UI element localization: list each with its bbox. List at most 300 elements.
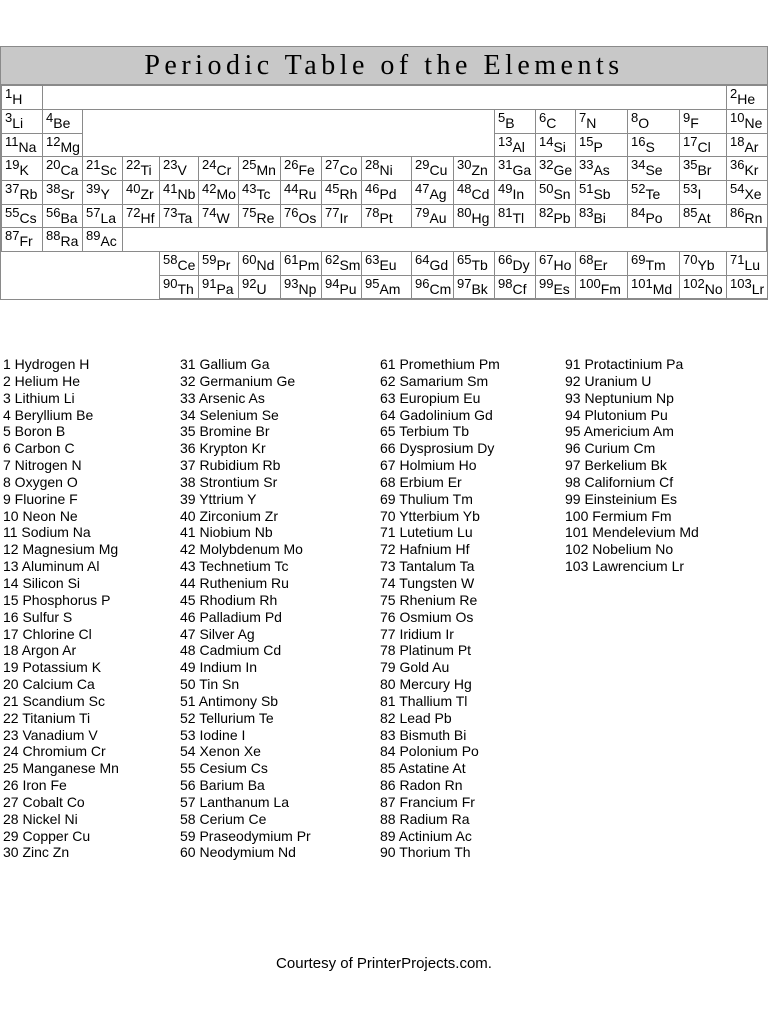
atomic-number: 78 <box>365 205 380 220</box>
list-item: 32 Germanium Ge <box>180 372 296 389</box>
atomic-number: 62 <box>325 252 340 267</box>
element-cell-v <box>159 156 199 181</box>
element-symbol: Bi <box>593 210 606 226</box>
atomic-number: 93 <box>284 276 299 291</box>
atomic-number: 72 <box>126 205 141 220</box>
list-item: 92 Uranium U <box>565 372 652 389</box>
element-symbol: Mn <box>256 162 276 178</box>
element-symbol: Er <box>593 257 608 273</box>
list-item: 54 Xenon Xe <box>180 743 261 760</box>
list-item: 17 Chlorine Cl <box>3 625 92 642</box>
atomic-number: 85 <box>683 205 698 220</box>
element-cell-pu <box>321 275 362 299</box>
atomic-number: 14 <box>539 134 554 149</box>
element-symbol: Am <box>379 281 401 297</box>
element-cell-hg <box>453 204 495 228</box>
list-item: 46 Palladium Pd <box>180 608 282 625</box>
element-symbol: Ti <box>140 162 152 178</box>
list-item: 36 Krypton Kr <box>180 440 266 457</box>
element-symbol: Th <box>177 281 194 297</box>
atomic-number: 76 <box>284 205 299 220</box>
element-cell-be <box>42 109 83 134</box>
element-symbol: Gd <box>429 257 449 273</box>
list-item: 6 Carbon C <box>3 440 75 457</box>
element-cell-mg <box>42 133 83 157</box>
element-symbol: Te <box>645 186 661 202</box>
list-item: 93 Neptunium Np <box>565 389 674 406</box>
element-cell-pt <box>361 204 412 228</box>
list-item: 34 Selenium Se <box>180 406 279 423</box>
element-cell-n <box>575 109 628 134</box>
element-symbol: Cm <box>429 281 452 297</box>
element-cell-ba <box>42 204 83 228</box>
atomic-number: 97 <box>457 276 472 291</box>
atomic-number: 48 <box>457 181 472 196</box>
list-item: 30 Zinc Zn <box>3 844 70 861</box>
list-item: 18 Argon Ar <box>3 642 77 659</box>
list-item: 64 Gadolinium Gd <box>380 406 493 423</box>
element-cell-os <box>280 204 322 228</box>
list-item: 37 Rubidium Rb <box>180 457 281 474</box>
atomic-number: 74 <box>202 205 217 220</box>
element-symbol: Es <box>553 281 570 297</box>
element-cell-ar <box>726 133 768 157</box>
element-symbol: Mo <box>216 186 236 202</box>
list-item: 82 Lead Pb <box>380 709 452 726</box>
list-item: 52 Tellurium Te <box>180 709 274 726</box>
element-cell-pr <box>198 251 239 276</box>
list-item: 77 Iridium Ir <box>380 625 454 642</box>
element-cell-re <box>238 204 281 228</box>
element-symbol: Hf <box>140 210 155 226</box>
list-item: 67 Holmium Ho <box>380 457 477 474</box>
element-symbol: Sm <box>339 257 361 273</box>
list-item: 103 Lawrencium Lr <box>565 558 685 575</box>
element-cell-ca <box>42 156 83 181</box>
atomic-number: 84 <box>631 205 646 220</box>
list-item: 41 Niobium Nb <box>180 524 273 541</box>
list-item: 57 Lanthanum La <box>180 793 289 810</box>
element-cell-fe <box>280 156 322 181</box>
atomic-number: 89 <box>86 228 101 243</box>
list-item: 38 Strontium Sr <box>180 473 278 490</box>
atomic-number: 66 <box>498 252 513 267</box>
element-symbol: Mg <box>60 139 80 155</box>
atomic-number: 99 <box>539 276 554 291</box>
atomic-number: 47 <box>415 181 430 196</box>
element-symbol: Ar <box>744 139 759 155</box>
atomic-number: 82 <box>539 205 554 220</box>
list-item: 15 Phosphorus P <box>3 591 111 608</box>
atomic-number: 83 <box>579 205 594 220</box>
element-symbol: O <box>638 115 650 131</box>
element-cell-cm <box>411 275 454 299</box>
element-cell-li <box>1 109 43 134</box>
element-cell-bk <box>453 275 495 299</box>
atomic-number: 54 <box>730 181 745 196</box>
atomic-number: 45 <box>325 181 340 196</box>
page-title: Periodic Table of the Elements <box>1 47 767 85</box>
element-cell-ag <box>411 180 454 205</box>
element-list <box>0 356 768 866</box>
element-cell-sc <box>82 156 123 181</box>
element-cell-rh <box>321 180 362 205</box>
atomic-number: 4 <box>46 110 54 125</box>
element-cell-bi <box>575 204 628 228</box>
atomic-number: 34 <box>631 157 646 172</box>
element-symbol: La <box>100 210 117 226</box>
element-symbol: Si <box>553 139 566 155</box>
list-item: 7 Nitrogen N <box>3 457 82 474</box>
element-symbol: Rb <box>19 186 38 202</box>
element-cell-se <box>627 156 680 181</box>
list-item: 74 Tungsten W <box>380 574 475 591</box>
element-symbol: Pm <box>298 257 320 273</box>
element-symbol: Lu <box>744 257 761 273</box>
element-symbol: Rh <box>339 186 358 202</box>
element-cell-gd <box>411 251 454 276</box>
element-cell-pa <box>198 275 239 299</box>
atomic-number: 25 <box>242 157 257 172</box>
list-item: 14 Silicon Si <box>3 574 81 591</box>
atomic-number: 29 <box>415 157 430 172</box>
element-cell-po <box>627 204 680 228</box>
element-cell-hf <box>122 204 160 228</box>
element-cell-h <box>1 85 43 110</box>
element-cell-na <box>1 133 43 157</box>
list-item: 62 Samarium Sm <box>380 372 489 389</box>
element-symbol: Tc <box>256 186 271 202</box>
element-list-column <box>380 356 500 861</box>
list-item: 78 Platinum Pt <box>380 642 472 659</box>
element-symbol: Ac <box>100 233 117 249</box>
list-item: 66 Dysprosium Dy <box>380 440 495 457</box>
element-symbol: Ni <box>379 162 393 178</box>
element-symbol: Br <box>697 162 712 178</box>
list-item: 97 Berkelium Bk <box>565 457 667 474</box>
element-cell-th <box>159 275 199 299</box>
atomic-number: 28 <box>365 157 380 172</box>
atomic-number: 27 <box>325 157 340 172</box>
list-item: 89 Actinium Ac <box>380 827 472 844</box>
list-item: 39 Yttrium Y <box>180 490 257 507</box>
element-cell-zr <box>122 180 160 205</box>
element-symbol: Yb <box>697 257 715 273</box>
element-symbol: Re <box>256 210 275 226</box>
list-item: 71 Lutetium Lu <box>380 524 473 541</box>
element-cell-cl <box>679 133 727 157</box>
list-item: 69 Thulium Tm <box>380 490 473 507</box>
element-cell-cf <box>494 275 536 299</box>
element-symbol: P <box>593 139 603 155</box>
element-cell-la <box>82 204 123 228</box>
atomic-number: 52 <box>631 181 646 196</box>
atomic-number: 57 <box>86 205 101 220</box>
element-cell-sn <box>535 180 576 205</box>
element-symbol: Be <box>53 115 71 131</box>
atomic-number: 63 <box>365 252 380 267</box>
element-symbol: F <box>690 115 699 131</box>
atomic-number: 86 <box>730 205 745 220</box>
atomic-number: 22 <box>126 157 141 172</box>
atomic-number: 3 <box>5 110 13 125</box>
atomic-number: 49 <box>498 181 513 196</box>
element-symbol: Ge <box>553 162 573 178</box>
list-item: 68 Erbium Er <box>380 473 462 490</box>
atomic-number: 13 <box>498 134 513 149</box>
atomic-number: 39 <box>86 181 101 196</box>
list-item: 47 Silver Ag <box>180 625 255 642</box>
atomic-number: 42 <box>202 181 217 196</box>
element-cell-eu <box>361 251 412 276</box>
element-cell-ge <box>535 156 576 181</box>
atomic-number: 98 <box>498 276 513 291</box>
element-cell-sr <box>42 180 83 205</box>
element-cell-al <box>494 133 536 157</box>
atomic-number: 32 <box>539 157 554 172</box>
element-cell-i <box>679 180 727 205</box>
element-cell-k <box>1 156 43 181</box>
list-item: 9 Fluorine F <box>3 490 78 507</box>
atomic-number: 64 <box>415 252 430 267</box>
element-symbol: Tm <box>645 257 666 273</box>
element-symbol: Ca <box>60 162 79 178</box>
atomic-number: 103 <box>730 276 752 291</box>
element-symbol: Ga <box>512 162 532 178</box>
atomic-number: 23 <box>163 157 178 172</box>
list-item: 11 Sodium Na <box>3 524 91 541</box>
element-cell-md <box>627 275 680 299</box>
atomic-number: 81 <box>498 205 513 220</box>
list-item: 87 Francium Fr <box>380 793 475 810</box>
atomic-number: 95 <box>365 276 380 291</box>
atomic-number: 21 <box>86 157 101 172</box>
list-item: 75 Rhenium Re <box>380 591 478 608</box>
periodic-table <box>0 46 768 300</box>
atomic-number: 37 <box>5 181 20 196</box>
element-cell-ho <box>535 251 576 276</box>
list-item: 72 Hafnium Hf <box>380 541 470 558</box>
list-item: 96 Curium Cm <box>565 440 656 457</box>
element-symbol: H <box>12 91 23 107</box>
list-item: 70 Ytterbium Yb <box>380 507 480 524</box>
atomic-number: 9 <box>683 110 691 125</box>
element-symbol: Sc <box>100 162 117 178</box>
atomic-number: 65 <box>457 252 472 267</box>
atomic-number: 60 <box>242 252 257 267</box>
element-list-column <box>3 356 119 861</box>
element-cell-p <box>575 133 628 157</box>
list-item: 19 Potassium K <box>3 659 102 676</box>
element-cell-ni <box>361 156 412 181</box>
list-item: 24 Chromium Cr <box>3 743 106 760</box>
atomic-number: 79 <box>415 205 430 220</box>
element-symbol: Ta <box>177 210 193 226</box>
list-item: 4 Beryllium Be <box>3 406 94 423</box>
atomic-number: 20 <box>46 157 61 172</box>
list-item: 101 Mendelevium Md <box>565 524 699 541</box>
element-cell-tc <box>238 180 281 205</box>
list-item: 55 Cesium Cs <box>180 760 268 777</box>
element-symbol: Li <box>12 115 24 131</box>
element-cell-nd <box>238 251 281 276</box>
list-item: 13 Aluminum Al <box>3 558 100 575</box>
atomic-number: 56 <box>46 205 61 220</box>
atomic-number: 16 <box>631 134 646 149</box>
atomic-number: 50 <box>539 181 554 196</box>
element-cell-f <box>679 109 727 134</box>
list-item: 80 Mercury Hg <box>380 676 472 693</box>
element-cell-es <box>535 275 576 299</box>
element-cell-np <box>280 275 322 299</box>
list-item: 35 Bromine Br <box>180 423 270 440</box>
element-cell-ir <box>321 204 362 228</box>
atomic-number: 51 <box>579 181 594 196</box>
element-symbol: Zr <box>140 186 154 202</box>
element-symbol: Ir <box>339 210 349 226</box>
element-cell-au <box>411 204 454 228</box>
list-item: 51 Antimony Sb <box>180 692 279 709</box>
element-cell-ti <box>122 156 160 181</box>
element-cell-ta <box>159 204 199 228</box>
element-cell-er <box>575 251 628 276</box>
element-cell-tb <box>453 251 495 276</box>
element-symbol: Ne <box>744 115 763 131</box>
element-cell-cu <box>411 156 454 181</box>
element-symbol: Fr <box>19 233 33 249</box>
list-item: 91 Protactinium Pa <box>565 356 684 372</box>
atomic-number: 69 <box>631 252 646 267</box>
element-cell-xe <box>726 180 768 205</box>
atomic-number: 18 <box>730 134 745 149</box>
atomic-number: 80 <box>457 205 472 220</box>
atomic-number: 7 <box>579 110 587 125</box>
element-cell-kr <box>726 156 768 181</box>
atomic-number: 92 <box>242 276 257 291</box>
atomic-number: 6 <box>539 110 547 125</box>
list-item: 43 Technetium Tc <box>180 558 289 575</box>
list-item: 59 Praseodymium Pr <box>180 827 311 844</box>
list-item: 42 Molybdenum Mo <box>180 541 303 558</box>
element-cell-lu <box>726 251 768 276</box>
element-symbol: Co <box>339 162 358 178</box>
atomic-number: 102 <box>683 276 705 291</box>
element-cell-nb <box>159 180 199 205</box>
element-cell-tm <box>627 251 680 276</box>
list-item: 31 Gallium Ga <box>180 356 270 372</box>
atomic-number: 36 <box>730 157 745 172</box>
atomic-number: 94 <box>325 276 340 291</box>
element-cell-sm <box>321 251 362 276</box>
list-item: 40 Zirconium Zr <box>180 507 279 524</box>
atomic-number: 41 <box>163 181 178 196</box>
element-symbol: Sr <box>60 186 75 202</box>
element-symbol: Ce <box>177 257 196 273</box>
element-cell-pb <box>535 204 576 228</box>
element-symbol: Pt <box>379 210 393 226</box>
element-symbol: Rn <box>744 210 763 226</box>
list-item: 12 Magnesium Mg <box>3 541 119 558</box>
atomic-number: 71 <box>730 252 745 267</box>
list-item: 83 Bismuth Bi <box>380 726 467 743</box>
element-symbol: Md <box>652 281 673 297</box>
atomic-number: 75 <box>242 205 257 220</box>
element-symbol: Np <box>298 281 317 297</box>
atomic-number: 44 <box>284 181 299 196</box>
atomic-number: 96 <box>415 276 430 291</box>
element-symbol: K <box>19 162 29 178</box>
list-item: 1 Hydrogen H <box>3 356 90 372</box>
element-symbol: No <box>704 281 723 297</box>
atomic-number: 43 <box>242 181 257 196</box>
atomic-number: 67 <box>539 252 554 267</box>
atomic-number: 59 <box>202 252 217 267</box>
element-cell-o <box>627 109 680 134</box>
element-symbol: Pd <box>379 186 397 202</box>
element-cell-fr <box>1 227 43 252</box>
atomic-number: 1 <box>5 86 13 101</box>
list-item: 94 Plutonium Pu <box>565 406 668 423</box>
list-item: 90 Thorium Th <box>380 844 471 861</box>
list-item: 84 Polonium Po <box>380 743 479 760</box>
list-item: 61 Promethium Pm <box>380 356 500 372</box>
element-symbol: Au <box>429 210 447 226</box>
element-symbol: In <box>512 186 525 202</box>
element-symbol: Lr <box>751 281 765 297</box>
atomic-number: 101 <box>631 276 653 291</box>
element-symbol: Y <box>100 186 110 202</box>
atomic-number: 19 <box>5 157 20 172</box>
element-cell-ra <box>42 227 83 252</box>
list-item: 81 Thallium Tl <box>380 692 468 709</box>
element-cell-am <box>361 275 412 299</box>
element-symbol: Kr <box>744 162 759 178</box>
atomic-number: 15 <box>579 134 594 149</box>
atomic-number: 53 <box>683 181 698 196</box>
list-item: 58 Cerium Ce <box>180 810 267 827</box>
list-item: 50 Tin Sn <box>180 676 240 693</box>
table-gap <box>122 227 767 252</box>
table-gap <box>82 109 495 157</box>
element-symbol: Ag <box>429 186 447 202</box>
element-cell-c <box>535 109 576 134</box>
element-symbol: He <box>737 91 756 107</box>
atomic-number: 12 <box>46 134 61 149</box>
element-list-column <box>180 356 311 861</box>
list-item: 73 Tantalum Ta <box>380 558 475 575</box>
element-symbol: N <box>586 115 597 131</box>
list-item: 79 Gold Au <box>380 659 450 676</box>
list-item: 65 Terbium Tb <box>380 423 469 440</box>
element-symbol: S <box>645 139 655 155</box>
atomic-number: 35 <box>683 157 698 172</box>
element-symbol: Cd <box>471 186 490 202</box>
element-cell-zn <box>453 156 495 181</box>
atomic-number: 31 <box>498 157 513 172</box>
element-cell-te <box>627 180 680 205</box>
element-cell-no <box>679 275 727 299</box>
atomic-number: 87 <box>5 228 20 243</box>
list-item: 25 Manganese Mn <box>3 760 119 777</box>
element-symbol: Cs <box>19 210 37 226</box>
list-item: 53 Iodine I <box>180 726 246 743</box>
element-symbol: Pu <box>339 281 357 297</box>
element-symbol: Po <box>645 210 663 226</box>
element-symbol: Se <box>645 162 663 178</box>
element-symbol: Sb <box>593 186 611 202</box>
element-cell-cr <box>198 156 239 181</box>
atomic-number: 24 <box>202 157 217 172</box>
